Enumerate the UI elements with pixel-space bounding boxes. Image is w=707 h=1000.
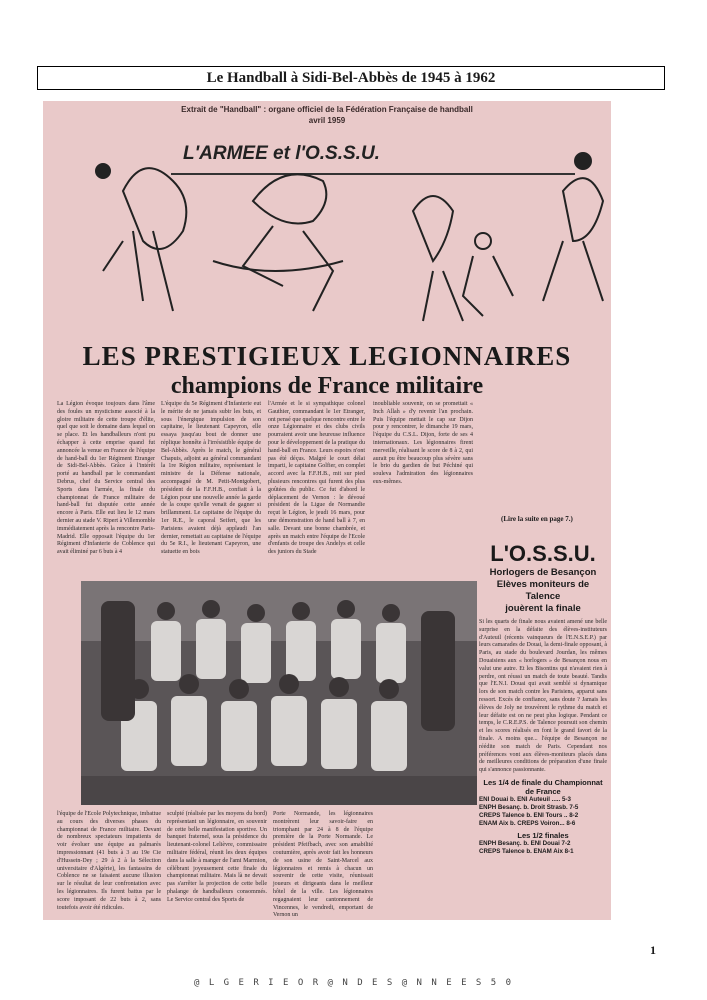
headline: LES PRESTIGIEUX LEGIONNAIRES xyxy=(82,341,572,371)
article-column-1: La Légion évoque toujours dans l'âme des foules un mysticisme associé à la gloire militaire de cette troupe d'élite, quel que soit le domaine dans lequel on se place. Et les handballeurs n'ont pu échapper à cette emprise quand fut annoncée la venue en France de l'équipe de hand-ball du 1er Régiment Etranger de Sidi-Bel-Abbès. Grâce à l'intérêt porté au handball par le commandant Debrus, chef du Service central des Sports dans l'armée, la finale du championnat de France militaire de hand-ball fut disputée cette année encore à Paris. Elle eut lieu le 12 mars dernier au stade V. Ripert à Villemomble immédiatement après la rencontre Paris-Madrid. Elle opposait l'équipe du 1er Régiment d'Infanterie de Coblence qui avait éliminé par 6 buts à 4 xyxy=(57,401,155,556)
page-footer: @ L G E R I E O R @ N D E S @ N N E E S 5 0 xyxy=(194,978,513,988)
article-bottom-column-2: sculpté (réalisée par les moyens du bord) représentant un légionnaire, en souvenir de cette belle manifestation sportive. Un banquet fraternel, sous la présidence du lieutenant-colonel Lelièvre, commissaire militaire fédéral, réunit les deux équipes dans la salle à manger de l'ami Marmion, célébrant joyeusement cette finale du championnat militaire. Mais là ne devait pas s'arrêter la projection de cette belle phalange de handballeurs consommés. Le Service central des Sports de xyxy=(167,811,267,903)
result-line: ENAM Aix b. CREPS Voiron... 8-6 xyxy=(479,819,576,827)
cartoon-title: L'ARMEE et l'O.S.S.U. xyxy=(183,143,380,164)
quarts-heading: Les 1/4 de finale du Championnat de France xyxy=(483,777,603,796)
result-line: CREPS Talence b. ENI Tours .. 8-2 xyxy=(479,811,579,819)
result-line: ENPH Besanç. b. Droit Strasb. 7-5 xyxy=(479,803,579,811)
ossu-subtitle-3: jouèrent la finale xyxy=(505,603,581,614)
article-column-2: L'équipe du 5e Régiment d'Infanterie eut le mérite de ne jamais subir les buts, et sous l'énergique impulsion de son capitaine, le lieutenant Capeyron, elle essaya jusqu'au bout de donner une réplique honnête à l'irrésistible équipe de Bel-Abbès. Après le match, le général Chapuis, adjoint au général commandant la 1re Région militaire, représentant le ministre de la Défense nationale, accompagné de M. Petit-Montgobert, président de la F.F.H.B., confiait à la Légion pour une nouvelle année la garde de la coupe qu'elle venait de gagner si brillamment. Le capitaine de l'équipe du 1er R.E., le caporal Seifert, que les Parisiens avaient déjà applaudi l'an dernier, remettait au capitaine de l'équipe du 5e R.I., le lieutenant Capeyron, une statuette en bois xyxy=(161,401,261,556)
ossu-subtitle-2: Elèves moniteurs de Talence xyxy=(496,579,590,602)
result-line: ENI Douai b. ENI Auteuil ..... 5-3 xyxy=(479,795,571,803)
team-photo-image xyxy=(81,581,477,805)
page-title: Le Handball à Sidi-Bel-Abbès de 1945 à 1962 xyxy=(37,66,665,90)
article-bottom-column-1: l'équipe de l'Ecole Polytechnique, imbattue au cours des diverses phases du championnat de France militaire. Devant de nombreux spectateurs impatients de voir évoluer une équipe au palmarès impressionnant (41 buts à 3 au 19e Cie d'Hussein-Dey ; 29 à 2 à la Sélection universitaire d'Algérie), les fantassins de Coblence ne se faisaient aucune illusion sur le résultat de leur confrontation avec les légionnaires. Ils furent battus par le score imposant de 22 buts à 2, sans toutefois avoir été ridicules. xyxy=(57,811,161,911)
result-line: ENPH Besanç. b. ENI Douai 7-2 xyxy=(479,839,571,847)
demi-heading: Les 1/2 finales xyxy=(517,830,569,840)
ossu-subtitle-1: Horlogers de Besançon xyxy=(489,567,597,578)
continued-note: (Lire la suite en page 7.) xyxy=(501,515,573,523)
ossu-body: Si les quarts de finale nous avaient amené une belle surprise en la défaite des élèves-instituteurs d'Auteuil (récents vainqueurs de l'E.N.S.E.P.) par leurs camarades de Douai, la demi-finale opposant, à Paris, au stade du boulevard Jourdan, les mêmes Douaisiens aux « horlogers » de Besançon nous en valut une autre. Et les Bisontins qui n'avaient rien à perdre, ont réussi un match de toute beauté. Tandis que l'E.N.I. Douai qui avait semblé si dynamique lors de son match contre les Parisiens, apparut sans ressort. Excès de confiance, sans doute ? Jamais les élèves de Joly ne trouvèrent le rythme du match et leur défaite est on ne peut plus logique. Pendant ce temps, le C.R.E.P.S. de Talence poursuit son chemin et les scores réalisés en font le grand favori de la finale. A moins que... l'équipe de Besançon ne rééditе son match de Paris. Cependant nos préférences vont aux élèves-moniteurs placés dans de meilleures conditions de préparation d'une finale qui s'annonce passionnante. xyxy=(479,619,607,774)
article-bottom-column-3: Porte Normande, les légionnaires montrèrent leur savoir-faire en triomphant par 24 à 8 de l'équipe première de la Porte Normande. Le président Pfeifbach, avec son amabilité coutumière, après avoir fait les honneurs de son usine de Saint-Marcel aux légionnaires et remis à chacun un souvenir de cette visite, réunissait joueurs et dirigeants dans le meilleur hôtel de la ville. Les légionnaires regagnaient leur cantonnement de Vincennes, le vendredi, emportant de Vernon un xyxy=(273,811,373,919)
source-date: avril 1959 xyxy=(308,116,346,125)
newspaper-clipping xyxy=(43,101,611,920)
team-photo xyxy=(81,581,477,805)
source-line: Extrait de "Handball" : organe officiel de la Fédération Française de handball xyxy=(181,105,473,114)
ossu-article xyxy=(479,537,607,920)
page-number: 1 xyxy=(650,943,656,957)
cartoon-drawing xyxy=(63,131,611,331)
article-column-3: l'Armée et le si sympathique colonel Gauthier, commandant le 1er Etranger, ont pensé que quelque rencontre entre le onze Légionnaire et des clubs civils pourraient avoir une heureuse influence pour le développement de la pratique du hand-ball en France. Leurs espoirs n'ont pas été déçus. Malgré le court délai imparti, le capitaine Golfier, en complet accord avec la F.F.H.B., mit sur pied plusieurs rencontres qui furent des plus goûtées du public. Ce fut d'abord le déplacement de Vernon : le dévoué président de la Ligue de Normandie reçut le Légion, le jeudi 16 mars, pour une démonstration de hand ball à 7, en salle. Devant une bonne chambrée, et après un match entre l'équipe de l'Ecole d'enfants de troupe des Andelys et celle des juniors du Stade xyxy=(268,401,365,556)
subheadline: champions de France militaire xyxy=(170,373,484,399)
article-column-4: inoubliable souvenir, on se promettait « Inch Allah » d'y revenir l'an prochain. Puis l'équipe mettait le cap sur Dijon pour y rencontrer, le dimanche 19 mars, l'équipe du C.S.L. Dijon, forte de ses 4 internationaux. Les légionnaires firent merveille, réalisant le score de 8 à 2, qui aurait pu être beaucoup plus sévère sans le brio du gardien de but Péchiné qui souleva l'admiration des légionnaires eux-mêmes. xyxy=(373,401,473,485)
ossu-title: L'O.S.S.U. xyxy=(490,541,596,566)
result-line: CREPS Talence b. ENAM Aix 8-1 xyxy=(479,847,574,855)
